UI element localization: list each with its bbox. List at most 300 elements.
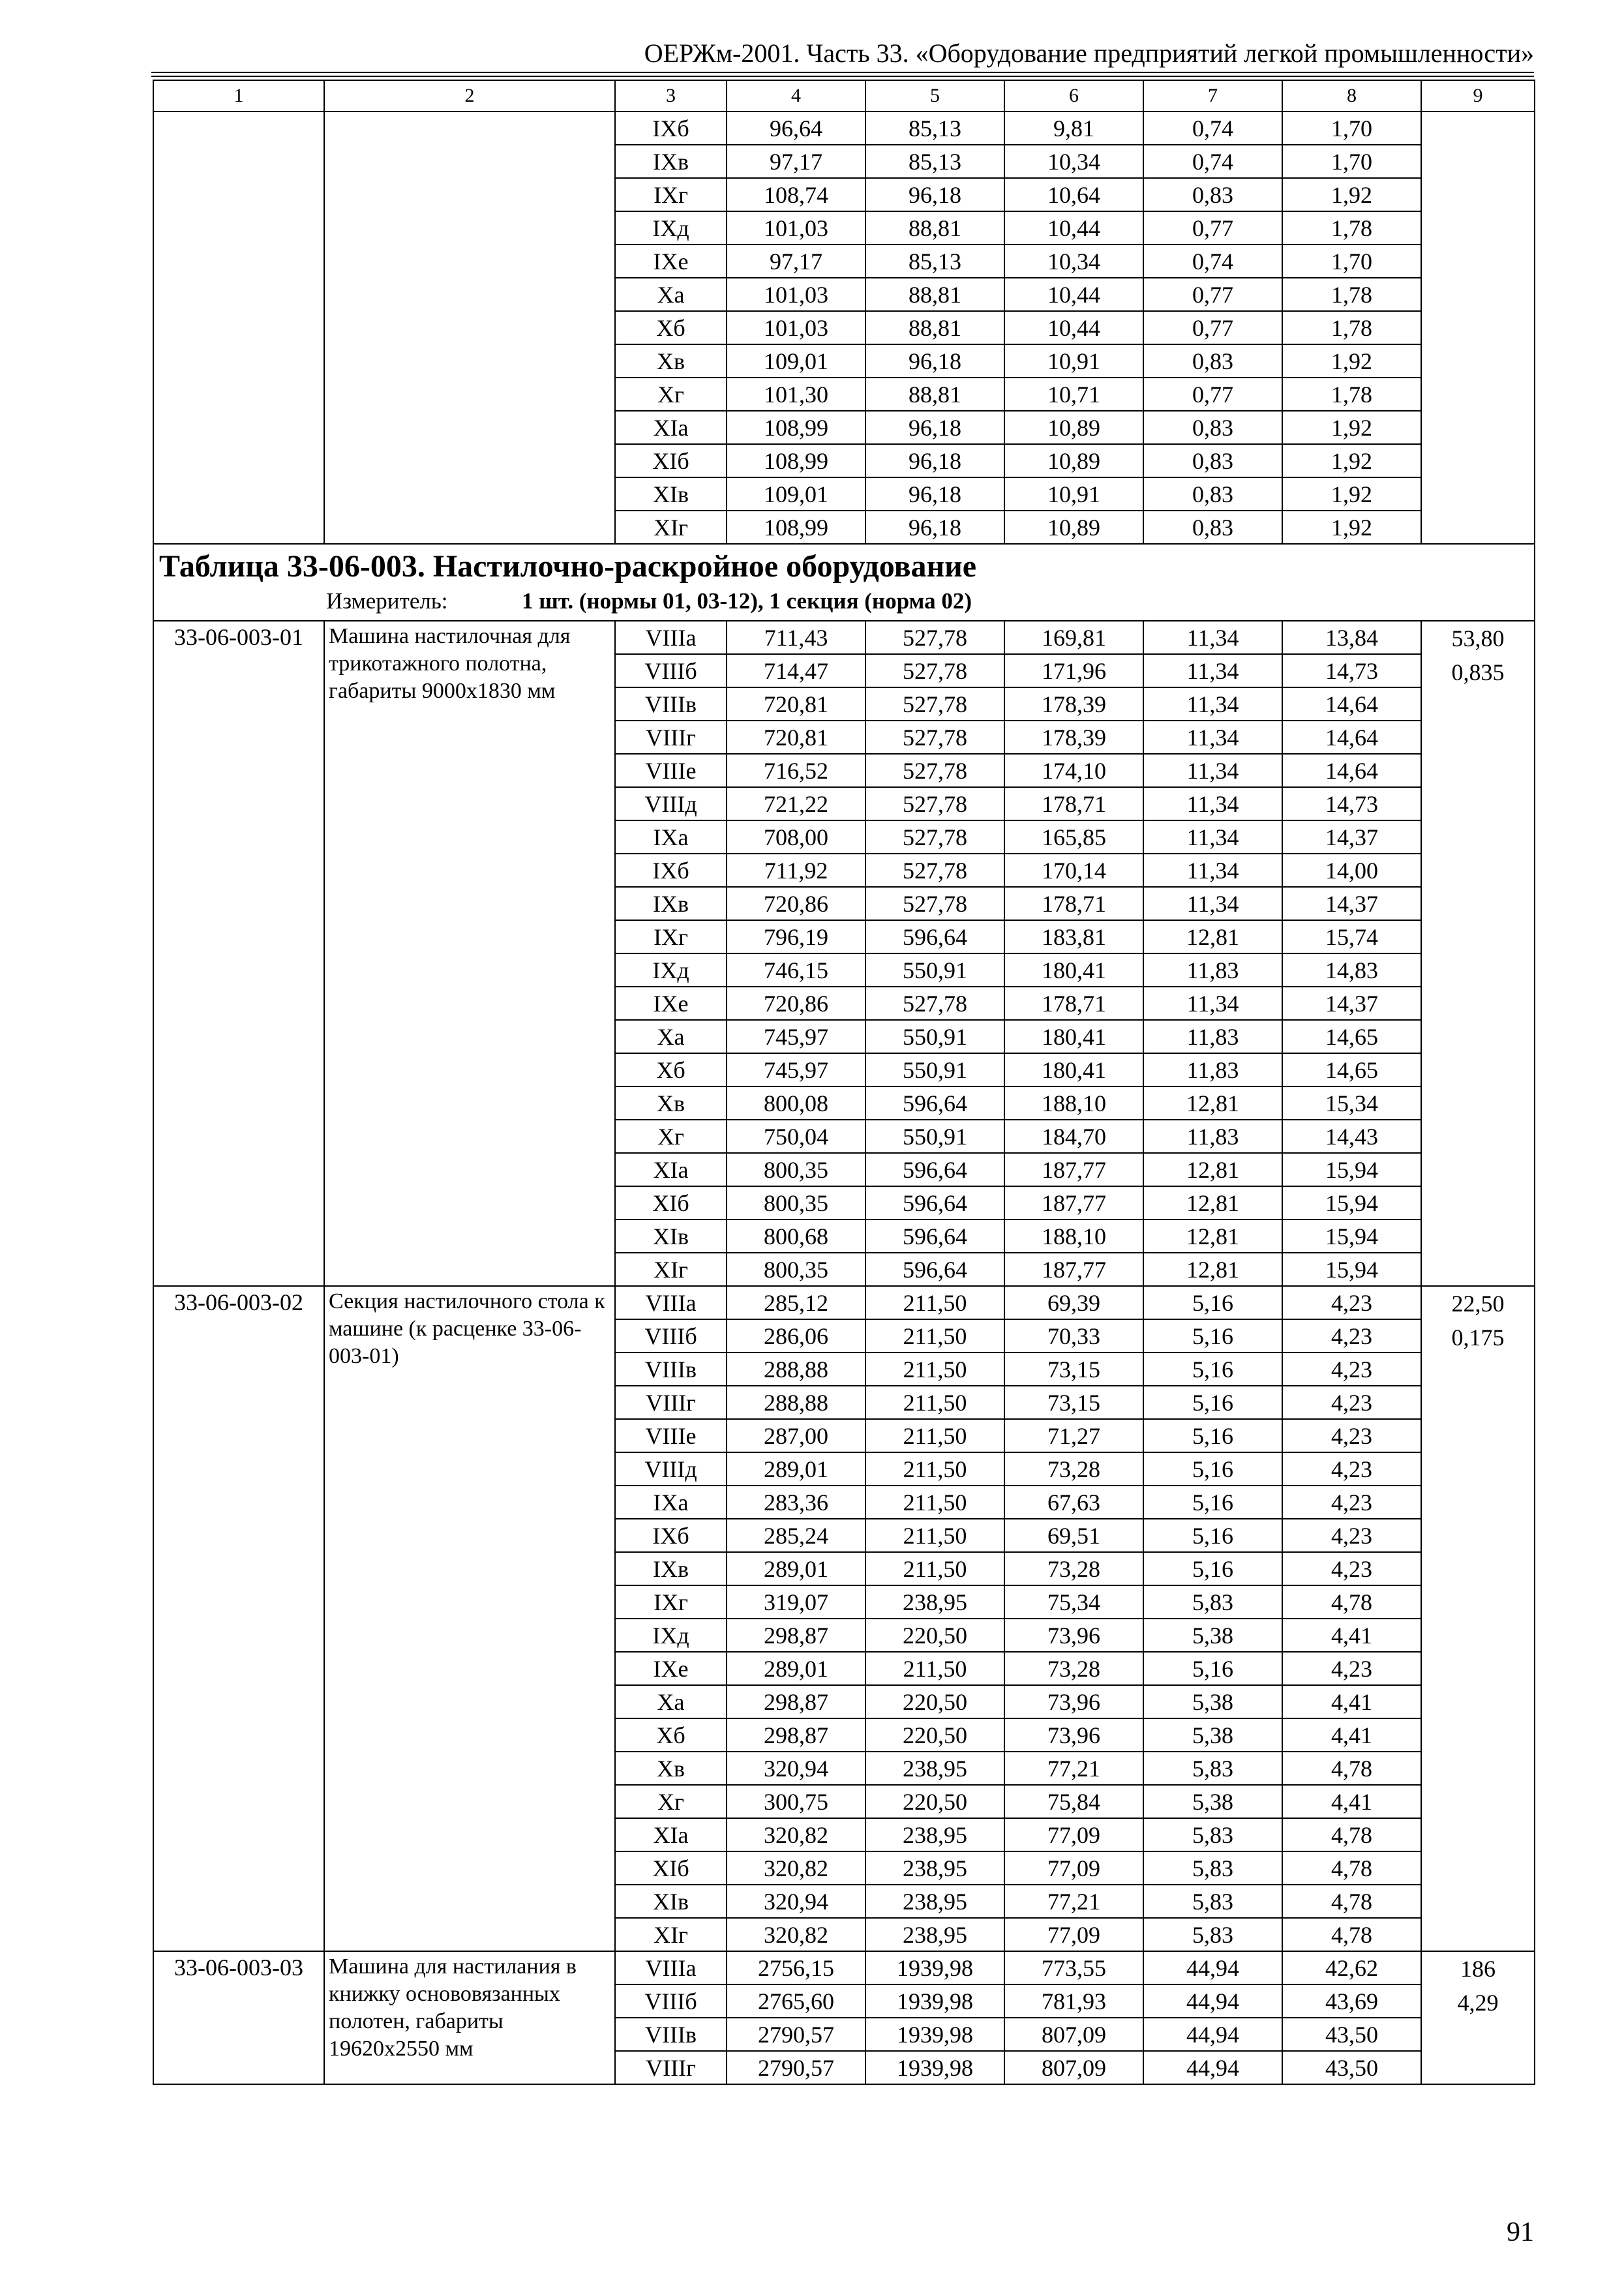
value-cell: 14,37: [1282, 820, 1421, 854]
value-cell: 4,78: [1282, 1918, 1421, 1951]
value-cell: 14,83: [1282, 953, 1421, 987]
value-cell: 0,83: [1143, 477, 1282, 511]
value-cell: 73,96: [1004, 1685, 1143, 1718]
value-cell: VIIIа: [615, 1286, 727, 1319]
value-cell: 75,34: [1004, 1585, 1143, 1619]
value-cell: 97,17: [727, 245, 865, 278]
value-cell: 73,15: [1004, 1353, 1143, 1386]
value-cell: 109,01: [727, 344, 865, 378]
value-cell: 184,70: [1004, 1120, 1143, 1153]
value-cell: 12,81: [1143, 1253, 1282, 1286]
value-cell: 12,81: [1143, 920, 1282, 953]
mass-value: 0,835: [1451, 659, 1505, 685]
mass-value: 186: [1460, 1956, 1496, 1982]
value-cell: 88,81: [865, 211, 1004, 245]
value-cell: 238,95: [865, 1918, 1004, 1951]
value-cell: 2790,57: [727, 2051, 865, 2084]
value-cell: 527,78: [865, 987, 1004, 1020]
value-cell: Xа: [615, 1020, 727, 1053]
value-cell: 1,92: [1282, 511, 1421, 544]
value-cell: 10,89: [1004, 444, 1143, 477]
mass-cell: [1421, 1951, 1535, 2084]
value-cell: 101,03: [727, 311, 865, 344]
value-cell: 11,83: [1143, 1053, 1282, 1086]
table-title-cell: [153, 544, 1535, 621]
value-cell: 5,16: [1143, 1519, 1282, 1552]
value-cell: VIIIа: [615, 621, 727, 654]
rate-code: 33-06-003-01: [153, 621, 324, 1286]
value-cell: 720,86: [727, 987, 865, 1020]
value-cell: 108,99: [727, 411, 865, 444]
value-cell: XIв: [615, 477, 727, 511]
mass-cell: [1421, 621, 1535, 1286]
value-cell: 96,64: [727, 112, 865, 145]
value-cell: 187,77: [1004, 1153, 1143, 1186]
value-cell: 10,89: [1004, 511, 1143, 544]
value-cell: 4,23: [1282, 1652, 1421, 1685]
value-cell: 211,50: [865, 1652, 1004, 1685]
value-cell: 15,34: [1282, 1086, 1421, 1120]
value-cell: 527,78: [865, 721, 1004, 754]
value-cell: 178,39: [1004, 687, 1143, 721]
value-cell: 11,34: [1143, 854, 1282, 887]
value-cell: VIIIд: [615, 787, 727, 820]
column-number: 1: [153, 80, 324, 112]
value-cell: Xг: [615, 378, 727, 411]
value-cell: 287,00: [727, 1419, 865, 1452]
value-cell: 77,21: [1004, 1752, 1143, 1785]
rate-code: 33-06-003-02: [153, 1286, 324, 1951]
value-cell: Xб: [615, 1718, 727, 1752]
value-cell: 5,16: [1143, 1486, 1282, 1519]
value-cell: 800,68: [727, 1219, 865, 1253]
value-cell: 220,50: [865, 1718, 1004, 1752]
value-cell: 88,81: [865, 311, 1004, 344]
value-cell: 5,83: [1143, 1818, 1282, 1851]
value-cell: 800,35: [727, 1186, 865, 1219]
value-cell: 0,83: [1143, 444, 1282, 477]
value-cell: 714,47: [727, 654, 865, 687]
value-cell: 283,36: [727, 1486, 865, 1519]
value-cell: 10,44: [1004, 278, 1143, 311]
value-cell: 1,70: [1282, 245, 1421, 278]
code-cell-empty: [153, 112, 324, 544]
value-cell: Xа: [615, 278, 727, 311]
value-cell: 11,34: [1143, 721, 1282, 754]
value-cell: 15,94: [1282, 1186, 1421, 1219]
value-cell: 1939,98: [865, 1984, 1004, 2018]
value-cell: IXг: [615, 178, 727, 211]
value-cell: 174,10: [1004, 754, 1143, 787]
value-cell: 5,38: [1143, 1785, 1282, 1818]
value-cell: 15,94: [1282, 1253, 1421, 1286]
value-cell: 1939,98: [865, 1951, 1004, 1984]
value-cell: 0,74: [1143, 145, 1282, 178]
value-cell: 4,23: [1282, 1386, 1421, 1419]
value-cell: 5,16: [1143, 1286, 1282, 1319]
column-number: 9: [1421, 80, 1535, 112]
value-cell: 550,91: [865, 1120, 1004, 1153]
value-cell: 10,44: [1004, 311, 1143, 344]
value-cell: 720,81: [727, 721, 865, 754]
value-cell: 73,28: [1004, 1652, 1143, 1685]
value-cell: 550,91: [865, 1020, 1004, 1053]
value-cell: 178,39: [1004, 721, 1143, 754]
value-cell: XIб: [615, 1186, 727, 1219]
value-cell: 711,43: [727, 621, 865, 654]
value-cell: VIIIе: [615, 754, 727, 787]
value-cell: 96,18: [865, 444, 1004, 477]
value-cell: 2790,57: [727, 2018, 865, 2051]
value-cell: IXа: [615, 1486, 727, 1519]
value-cell: 527,78: [865, 621, 1004, 654]
value-cell: 550,91: [865, 1053, 1004, 1086]
value-cell: 4,23: [1282, 1319, 1421, 1353]
value-cell: 169,81: [1004, 621, 1143, 654]
value-cell: 71,27: [1004, 1419, 1143, 1452]
value-cell: 5,16: [1143, 1652, 1282, 1685]
value-cell: 88,81: [865, 378, 1004, 411]
value-cell: 77,09: [1004, 1851, 1143, 1885]
value-cell: 5,83: [1143, 1752, 1282, 1785]
value-cell: 44,94: [1143, 2018, 1282, 2051]
value-cell: 1,92: [1282, 178, 1421, 211]
value-cell: 4,78: [1282, 1585, 1421, 1619]
value-cell: 4,41: [1282, 1619, 1421, 1652]
value-cell: 220,50: [865, 1619, 1004, 1652]
value-cell: 5,16: [1143, 1552, 1282, 1585]
value-cell: 211,50: [865, 1419, 1004, 1452]
value-cell: 1939,98: [865, 2051, 1004, 2084]
value-cell: 596,64: [865, 1086, 1004, 1120]
value-cell: 67,63: [1004, 1486, 1143, 1519]
value-cell: 1,78: [1282, 278, 1421, 311]
value-cell: 12,81: [1143, 1153, 1282, 1186]
value-cell: 4,23: [1282, 1353, 1421, 1386]
value-cell: 285,24: [727, 1519, 865, 1552]
value-cell: 187,77: [1004, 1253, 1143, 1286]
value-cell: IXе: [615, 245, 727, 278]
value-cell: 220,50: [865, 1685, 1004, 1718]
value-cell: 5,16: [1143, 1452, 1282, 1486]
value-cell: 298,87: [727, 1685, 865, 1718]
value-cell: 85,13: [865, 112, 1004, 145]
value-cell: VIIIв: [615, 687, 727, 721]
value-cell: 85,13: [865, 145, 1004, 178]
value-cell: IXв: [615, 887, 727, 920]
value-cell: 88,81: [865, 278, 1004, 311]
value-cell: 96,18: [865, 477, 1004, 511]
value-cell: 1,92: [1282, 477, 1421, 511]
value-cell: 69,39: [1004, 1286, 1143, 1319]
value-cell: 11,34: [1143, 820, 1282, 854]
value-cell: 14,37: [1282, 887, 1421, 920]
value-cell: 96,18: [865, 411, 1004, 444]
value-cell: 238,95: [865, 1885, 1004, 1918]
value-cell: 527,78: [865, 687, 1004, 721]
value-cell: 77,09: [1004, 1918, 1143, 1951]
value-cell: 77,09: [1004, 1818, 1143, 1851]
value-cell: 746,15: [727, 953, 865, 987]
value-cell: XIб: [615, 444, 727, 477]
value-cell: 43,69: [1282, 1984, 1421, 2018]
value-cell: 0,74: [1143, 245, 1282, 278]
value-cell: 73,96: [1004, 1619, 1143, 1652]
value-cell: 11,34: [1143, 687, 1282, 721]
value-cell: 10,64: [1004, 178, 1143, 211]
value-cell: 4,78: [1282, 1851, 1421, 1885]
value-cell: 527,78: [865, 820, 1004, 854]
value-cell: 73,28: [1004, 1452, 1143, 1486]
value-cell: 101,30: [727, 378, 865, 411]
value-cell: 5,83: [1143, 1585, 1282, 1619]
value-cell: 716,52: [727, 754, 865, 787]
value-cell: 4,23: [1282, 1419, 1421, 1452]
value-cell: 220,50: [865, 1785, 1004, 1818]
value-cell: 178,71: [1004, 987, 1143, 1020]
value-cell: 4,23: [1282, 1486, 1421, 1519]
value-cell: 77,21: [1004, 1885, 1143, 1918]
table-row: [153, 1286, 1535, 1319]
rate-name: Машина настилочная для трикотажного полотна, габариты 9000х1830 мм: [324, 621, 615, 1286]
value-cell: IXе: [615, 987, 727, 1020]
value-cell: 109,01: [727, 477, 865, 511]
value-cell: IXв: [615, 145, 727, 178]
value-cell: IXе: [615, 1652, 727, 1685]
rate-name: Секция настилочного стола к машине (к расценке 33-06-003-01): [324, 1286, 615, 1951]
column-number: 8: [1282, 80, 1421, 112]
value-cell: Xа: [615, 1685, 727, 1718]
value-cell: 69,51: [1004, 1519, 1143, 1552]
value-cell: 14,64: [1282, 721, 1421, 754]
value-cell: 0,74: [1143, 112, 1282, 145]
value-cell: 4,23: [1282, 1286, 1421, 1319]
value-cell: 1939,98: [865, 2018, 1004, 2051]
value-cell: 211,50: [865, 1452, 1004, 1486]
value-cell: 10,91: [1004, 477, 1143, 511]
value-cell: 288,88: [727, 1353, 865, 1386]
value-cell: IXа: [615, 820, 727, 854]
header-rule: [151, 72, 1534, 73]
value-cell: IXв: [615, 1552, 727, 1585]
value-cell: 42,62: [1282, 1951, 1421, 1984]
value-cell: 211,50: [865, 1319, 1004, 1353]
value-cell: 13,84: [1282, 621, 1421, 654]
value-cell: 319,07: [727, 1585, 865, 1619]
value-cell: 238,95: [865, 1818, 1004, 1851]
mass-value: 53,80: [1451, 625, 1505, 651]
value-cell: 5,83: [1143, 1885, 1282, 1918]
value-cell: 43,50: [1282, 2051, 1421, 2084]
value-cell: 11,34: [1143, 887, 1282, 920]
value-cell: Xг: [615, 1120, 727, 1153]
value-cell: 187,77: [1004, 1186, 1143, 1219]
value-cell: 289,01: [727, 1552, 865, 1585]
value-cell: Xг: [615, 1785, 727, 1818]
value-cell: 108,99: [727, 511, 865, 544]
value-cell: 11,34: [1143, 654, 1282, 687]
value-cell: 211,50: [865, 1519, 1004, 1552]
value-cell: 12,81: [1143, 1186, 1282, 1219]
value-cell: 781,93: [1004, 1984, 1143, 2018]
mass-value: 4,29: [1457, 1990, 1499, 2016]
value-cell: 1,92: [1282, 411, 1421, 444]
value-cell: 720,81: [727, 687, 865, 721]
value-cell: 4,78: [1282, 1818, 1421, 1851]
value-cell: 96,18: [865, 344, 1004, 378]
value-cell: 0,77: [1143, 311, 1282, 344]
value-cell: 178,71: [1004, 887, 1143, 920]
value-cell: 527,78: [865, 854, 1004, 887]
value-cell: 300,75: [727, 1785, 865, 1818]
rate-code: 33-06-003-03: [153, 1951, 324, 2084]
value-cell: XIв: [615, 1885, 727, 1918]
value-cell: 183,81: [1004, 920, 1143, 953]
value-cell: 807,09: [1004, 2018, 1143, 2051]
value-cell: 211,50: [865, 1552, 1004, 1585]
value-cell: XIг: [615, 1253, 727, 1286]
price-table: [153, 80, 1535, 2085]
value-cell: 4,23: [1282, 1552, 1421, 1585]
value-cell: 14,64: [1282, 687, 1421, 721]
value-cell: 14,73: [1282, 787, 1421, 820]
value-cell: 745,97: [727, 1020, 865, 1053]
value-cell: 9,81: [1004, 112, 1143, 145]
value-cell: 1,78: [1282, 311, 1421, 344]
value-cell: 10,71: [1004, 378, 1143, 411]
value-cell: 10,44: [1004, 211, 1143, 245]
value-cell: 211,50: [865, 1353, 1004, 1386]
value-cell: 720,86: [727, 887, 865, 920]
value-cell: XIб: [615, 1851, 727, 1885]
value-cell: IXг: [615, 920, 727, 953]
value-cell: 85,13: [865, 245, 1004, 278]
value-cell: 211,50: [865, 1386, 1004, 1419]
page-number: 91: [1507, 2217, 1534, 2247]
value-cell: 14,65: [1282, 1053, 1421, 1086]
column-number: 2: [324, 80, 615, 112]
value-cell: 10,91: [1004, 344, 1143, 378]
value-cell: 11,34: [1143, 987, 1282, 1020]
value-cell: 1,70: [1282, 145, 1421, 178]
value-cell: VIIIг: [615, 2051, 727, 2084]
value-cell: VIIIв: [615, 2018, 727, 2051]
value-cell: 180,41: [1004, 1053, 1143, 1086]
value-cell: 11,34: [1143, 754, 1282, 787]
value-cell: 0,83: [1143, 344, 1282, 378]
value-cell: 289,01: [727, 1652, 865, 1685]
value-cell: 5,83: [1143, 1918, 1282, 1951]
value-cell: 238,95: [865, 1585, 1004, 1619]
value-cell: 711,92: [727, 854, 865, 887]
value-cell: 14,64: [1282, 754, 1421, 787]
value-cell: 211,50: [865, 1486, 1004, 1519]
value-cell: XIв: [615, 1219, 727, 1253]
value-cell: IXг: [615, 1585, 727, 1619]
meter-value: 1 шт. (нормы 01, 03-12), 1 секция (норма 02): [522, 588, 972, 614]
running-header: ОЕРЖм-2001. Часть 33. «Оборудование предприятий легкой промышленности»: [644, 38, 1534, 68]
table-row: [153, 112, 1535, 145]
value-cell: 15,94: [1282, 1153, 1421, 1186]
value-cell: 773,55: [1004, 1951, 1143, 1984]
value-cell: 12,81: [1143, 1219, 1282, 1253]
value-cell: 5,16: [1143, 1319, 1282, 1353]
value-cell: 15,94: [1282, 1219, 1421, 1253]
value-cell: 171,96: [1004, 654, 1143, 687]
value-cell: 165,85: [1004, 820, 1143, 854]
value-cell: 10,89: [1004, 411, 1143, 444]
value-cell: 96,18: [865, 178, 1004, 211]
value-cell: 0,83: [1143, 178, 1282, 211]
value-cell: 4,23: [1282, 1452, 1421, 1486]
value-cell: 527,78: [865, 887, 1004, 920]
value-cell: 70,33: [1004, 1319, 1143, 1353]
header-rule-double: [151, 76, 1534, 77]
value-cell: 289,01: [727, 1452, 865, 1486]
value-cell: 211,50: [865, 1286, 1004, 1319]
value-cell: 596,64: [865, 1153, 1004, 1186]
value-cell: 43,50: [1282, 2018, 1421, 2051]
value-cell: 527,78: [865, 654, 1004, 687]
value-cell: 12,81: [1143, 1086, 1282, 1120]
value-cell: 320,82: [727, 1818, 865, 1851]
value-cell: 800,08: [727, 1086, 865, 1120]
value-cell: 5,38: [1143, 1718, 1282, 1752]
value-cell: 0,83: [1143, 411, 1282, 444]
value-cell: VIIIб: [615, 1984, 727, 2018]
value-cell: 170,14: [1004, 854, 1143, 887]
value-cell: 4,78: [1282, 1885, 1421, 1918]
value-cell: 10,34: [1004, 245, 1143, 278]
table-row: [153, 621, 1535, 654]
value-cell: 298,87: [727, 1619, 865, 1652]
value-cell: 745,97: [727, 1053, 865, 1086]
value-cell: 721,22: [727, 787, 865, 820]
value-cell: VIIIг: [615, 1386, 727, 1419]
value-cell: 11,34: [1143, 621, 1282, 654]
value-cell: 73,28: [1004, 1552, 1143, 1585]
value-cell: 796,19: [727, 920, 865, 953]
value-cell: 11,34: [1143, 787, 1282, 820]
value-cell: 108,74: [727, 178, 865, 211]
value-cell: 44,94: [1143, 2051, 1282, 2084]
value-cell: XIа: [615, 411, 727, 444]
value-cell: 1,78: [1282, 211, 1421, 245]
value-cell: 108,99: [727, 444, 865, 477]
value-cell: 97,17: [727, 145, 865, 178]
value-cell: 596,64: [865, 1219, 1004, 1253]
value-cell: 238,95: [865, 1752, 1004, 1785]
value-cell: 298,87: [727, 1718, 865, 1752]
value-cell: Xб: [615, 311, 727, 344]
value-cell: 75,84: [1004, 1785, 1143, 1818]
name-cell-empty: [324, 112, 615, 544]
value-cell: 180,41: [1004, 1020, 1143, 1053]
value-cell: 1,70: [1282, 112, 1421, 145]
value-cell: 96,18: [865, 511, 1004, 544]
value-cell: 800,35: [727, 1253, 865, 1286]
value-cell: 101,03: [727, 278, 865, 311]
value-cell: 101,03: [727, 211, 865, 245]
value-cell: VIIIе: [615, 1419, 727, 1452]
value-cell: 5,83: [1143, 1851, 1282, 1885]
value-cell: Xв: [615, 1752, 727, 1785]
value-cell: 750,04: [727, 1120, 865, 1153]
value-cell: VIIIг: [615, 721, 727, 754]
value-cell: 10,34: [1004, 145, 1143, 178]
value-cell: 11,83: [1143, 953, 1282, 987]
value-cell: 320,94: [727, 1752, 865, 1785]
